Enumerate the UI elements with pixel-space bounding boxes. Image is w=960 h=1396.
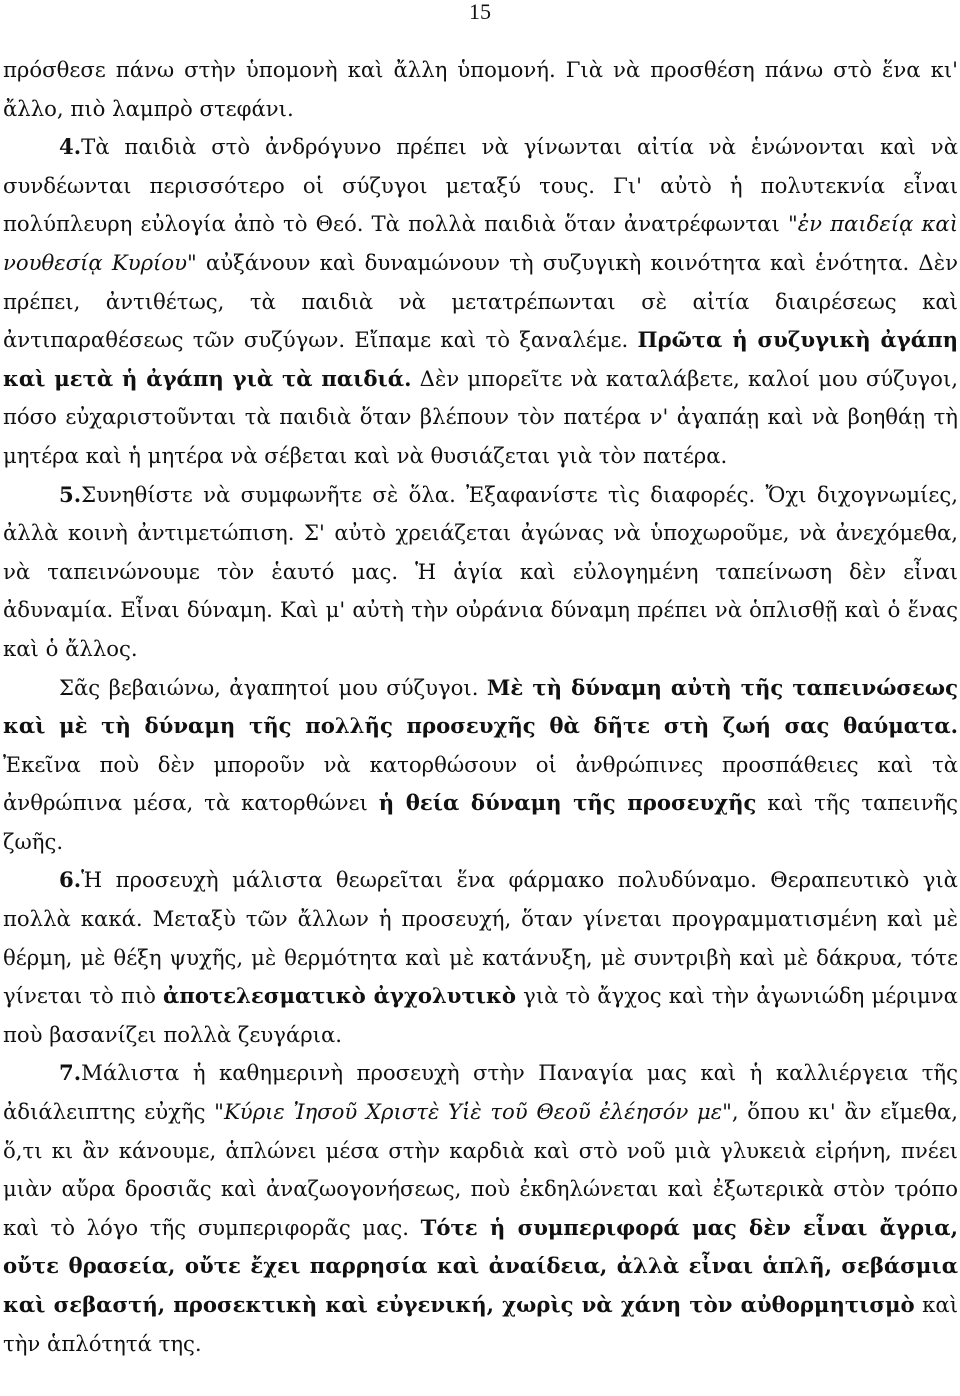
bold-text: ἡ θεία δύναμη τῆς προσευχῆς: [378, 790, 757, 816]
bold-text: 6.: [59, 867, 82, 893]
text-run: Ἐκεῖνα ποὺ δὲν μποροῦν νὰ κατορθώσουν οἱ ἀνθρώπινες προσπάθειες καὶ τὰ ἀνθρώπινα μέσα, τὰ κατορθώνει: [3, 751, 958, 816]
text-run: καὶ τῆς ταπεινῆς ζωῆς.: [3, 790, 959, 854]
text-run: Σᾶς βεβαιώνω, ἀγαπητοί μου σύζυγοι.: [59, 674, 487, 700]
bold-text: Μὲ τὴ δύναμη αὐτὴ τῆς ταπεινώσεως καὶ μὲ τὴ δύναμη τῆς πολλῆς προσευχῆς θὰ δῆτε στὴ ζωή σας θαύματα.: [3, 674, 958, 739]
bold-text: 5.: [59, 481, 82, 507]
bold-text: ἀποτελεσματικὸ ἀγχολυτικὸ: [163, 983, 517, 1009]
italic-text: Κύριε Ἰησοῦ Χριστὲ Υἱὲ τοῦ Θεοῦ ἐλέησόν με: [223, 1099, 723, 1125]
text-run: πρόσθεσε πάνω στὴν ὑπομονὴ καὶ ἄλλη ὑπομονή. Γιὰ νὰ προσθέση πάνω στὸ ἕνα κι' ἄλλο, πιὸ λαμπρὸ στεφάνι.: [3, 57, 958, 121]
text-run: " αὐξάνουν καὶ δυναμώνουν τὴ συζυγικὴ κοινότητα καὶ ἑνότητα. Δὲν πρέπει, ἀντιθέτως, τὰ παιδιὰ νὰ μετατρέπωνται σὲ αἰτία διαιρέσεως καὶ ἀντιπαραθέσεως τῶν συζύγων. Εἴπαμε καὶ τὸ ξαναλέμε.: [3, 249, 958, 353]
text-run: Μάλιστα ἡ καθημερινὴ προσευχὴ στὴν Παναγία μας καὶ ἡ καλλιέργεια τῆς ἀδιάλειπτης εὐχῆς ": [3, 1060, 958, 1125]
text-run: γιὰ τὸ ἄγχος καὶ τὴν ἀγωνιώδη μέριμνα ποὺ βασανίζει πολλὰ ζευγάρια.: [3, 983, 958, 1047]
text-run: Τὰ παιδιὰ στὸ ἀνδρόγυνο πρέπει νὰ γίνωνται αἰτία νὰ ἑνώνονται καὶ νὰ συνδέωνται περισσότερο οἱ σύζυγοι μεταξύ τους. Γι' αὐτὸ ἡ πολυτεκνία εἶναι πολύπλευρη εὐλογία ἀπὸ τὸ Θεό. Τὰ πολλὰ παιδιὰ ὅταν ἀνατρέφωνται ": [3, 134, 958, 237]
bold-text: 4.: [59, 134, 82, 160]
bold-text: Πρῶτα ἡ συζυγικὴ ἀγάπη καὶ μετὰ ἡ ἀγάπη γιὰ τὰ παιδιά.: [3, 327, 958, 391]
text-run: Ἡ προσευχὴ μάλιστα θεωρεῖται ἕνα φάρμακο πολυδύναμο. Θεραπευτικὸ γιὰ πολλὰ κακά. Μεταξὺ τῶν ἄλλων ἡ προσευχή, ὅταν γίνεται προγραμματισμένη καὶ μὲ θέρμη, μὲ θέξη ψυχῆς, μὲ θερμότητα καὶ μὲ κατάνυξη, μὲ συντριβὴ καὶ μὲ δάκρυα, τότε γίνεται τὸ πιὸ: [3, 867, 958, 1009]
page-number: 15: [469, 0, 491, 24]
italic-text: ἐν παιδείᾳ καὶ νουθεσίᾳ Κυρίου: [3, 211, 959, 275]
paragraph: [3, 128, 958, 475]
paragraph: [3, 669, 958, 862]
paragraph: [3, 861, 958, 1054]
page-body: [3, 51, 958, 1363]
text-run: Συνηθίστε νὰ συμφωνῆτε σὲ ὅλα. Ἐξαφανίστε τὶς διαφορές. Ὄχι διχογνωμίες, ἀλλὰ κοινὴ ἀντιμετώπιση. Σ' αὐτὸ χρειάζεται ἀγώνας νὰ ὑποχωροῦμε, νὰ ἀνεχόμεθα, νὰ ταπεινώνουμε τὸν ἑαυτό μας. Ἡ ἁγία καὶ εὐλογημένη ταπείνωση δὲν εἶναι ἀδυναμία. Εἶναι δύναμη. Καὶ μ' αὐτὴ τὴν οὐράνια δύναμη πρέπει νὰ ὁπλισθῇ καὶ ὁ ἕνας καὶ ὁ ἄλλος.: [3, 481, 958, 661]
paragraph: [3, 476, 958, 669]
bold-text: 7.: [59, 1060, 82, 1086]
paragraph: [3, 51, 958, 128]
bold-text: Τότε ἡ συμπεριφορά μας δὲν εἶναι ἄγρια, οὔτε θρασεία, οὔτε ἔχει παρρησία καὶ ἀναίδεια, ἀλλὰ εἶναι ἁπλῆ, σεβάσμια καὶ σεβαστή, προσεκτικὴ καὶ εὐγενική, χωρὶς νὰ χάνη τὸν αὐθορμητισμὸ: [3, 1214, 958, 1317]
text-run: ", ὅπου κι' ἂν εἴμεθα, ὅ,τι κι ἂν κάνουμε, ἁπλώνει μέσα στὴν καρδιὰ καὶ στὸ νοῦ μιὰ γλυκειὰ εἰρήνη, πνέει μιὰν αὔρα δροσιᾶς καὶ ἀναζωογονήσεως, ποὺ ἐκδηλώνεται καὶ ἐξωτερικὰ στὸν τρόπο καὶ τὸ λόγο τῆς συμπεριφορᾶς μας.: [3, 1099, 958, 1240]
paragraph: [3, 1054, 958, 1363]
text-run: Δὲν μπορεῖτε νὰ καταλάβετε, καλοί μου σύζυγοι, πόσο εὐχαριστοῦνται τὰ παιδιὰ ὅταν βλέπουν τὸν πατέρα ν' ἀγαπάῃ καὶ νὰ βοηθάῃ τὴ μητέρα καὶ ἡ μητέρα νὰ σέβεται καὶ νὰ θυσιάζεται γιὰ τὸν πατέρα.: [3, 365, 958, 468]
text-run: καὶ τὴν ἁπλότητά της.: [3, 1292, 958, 1356]
